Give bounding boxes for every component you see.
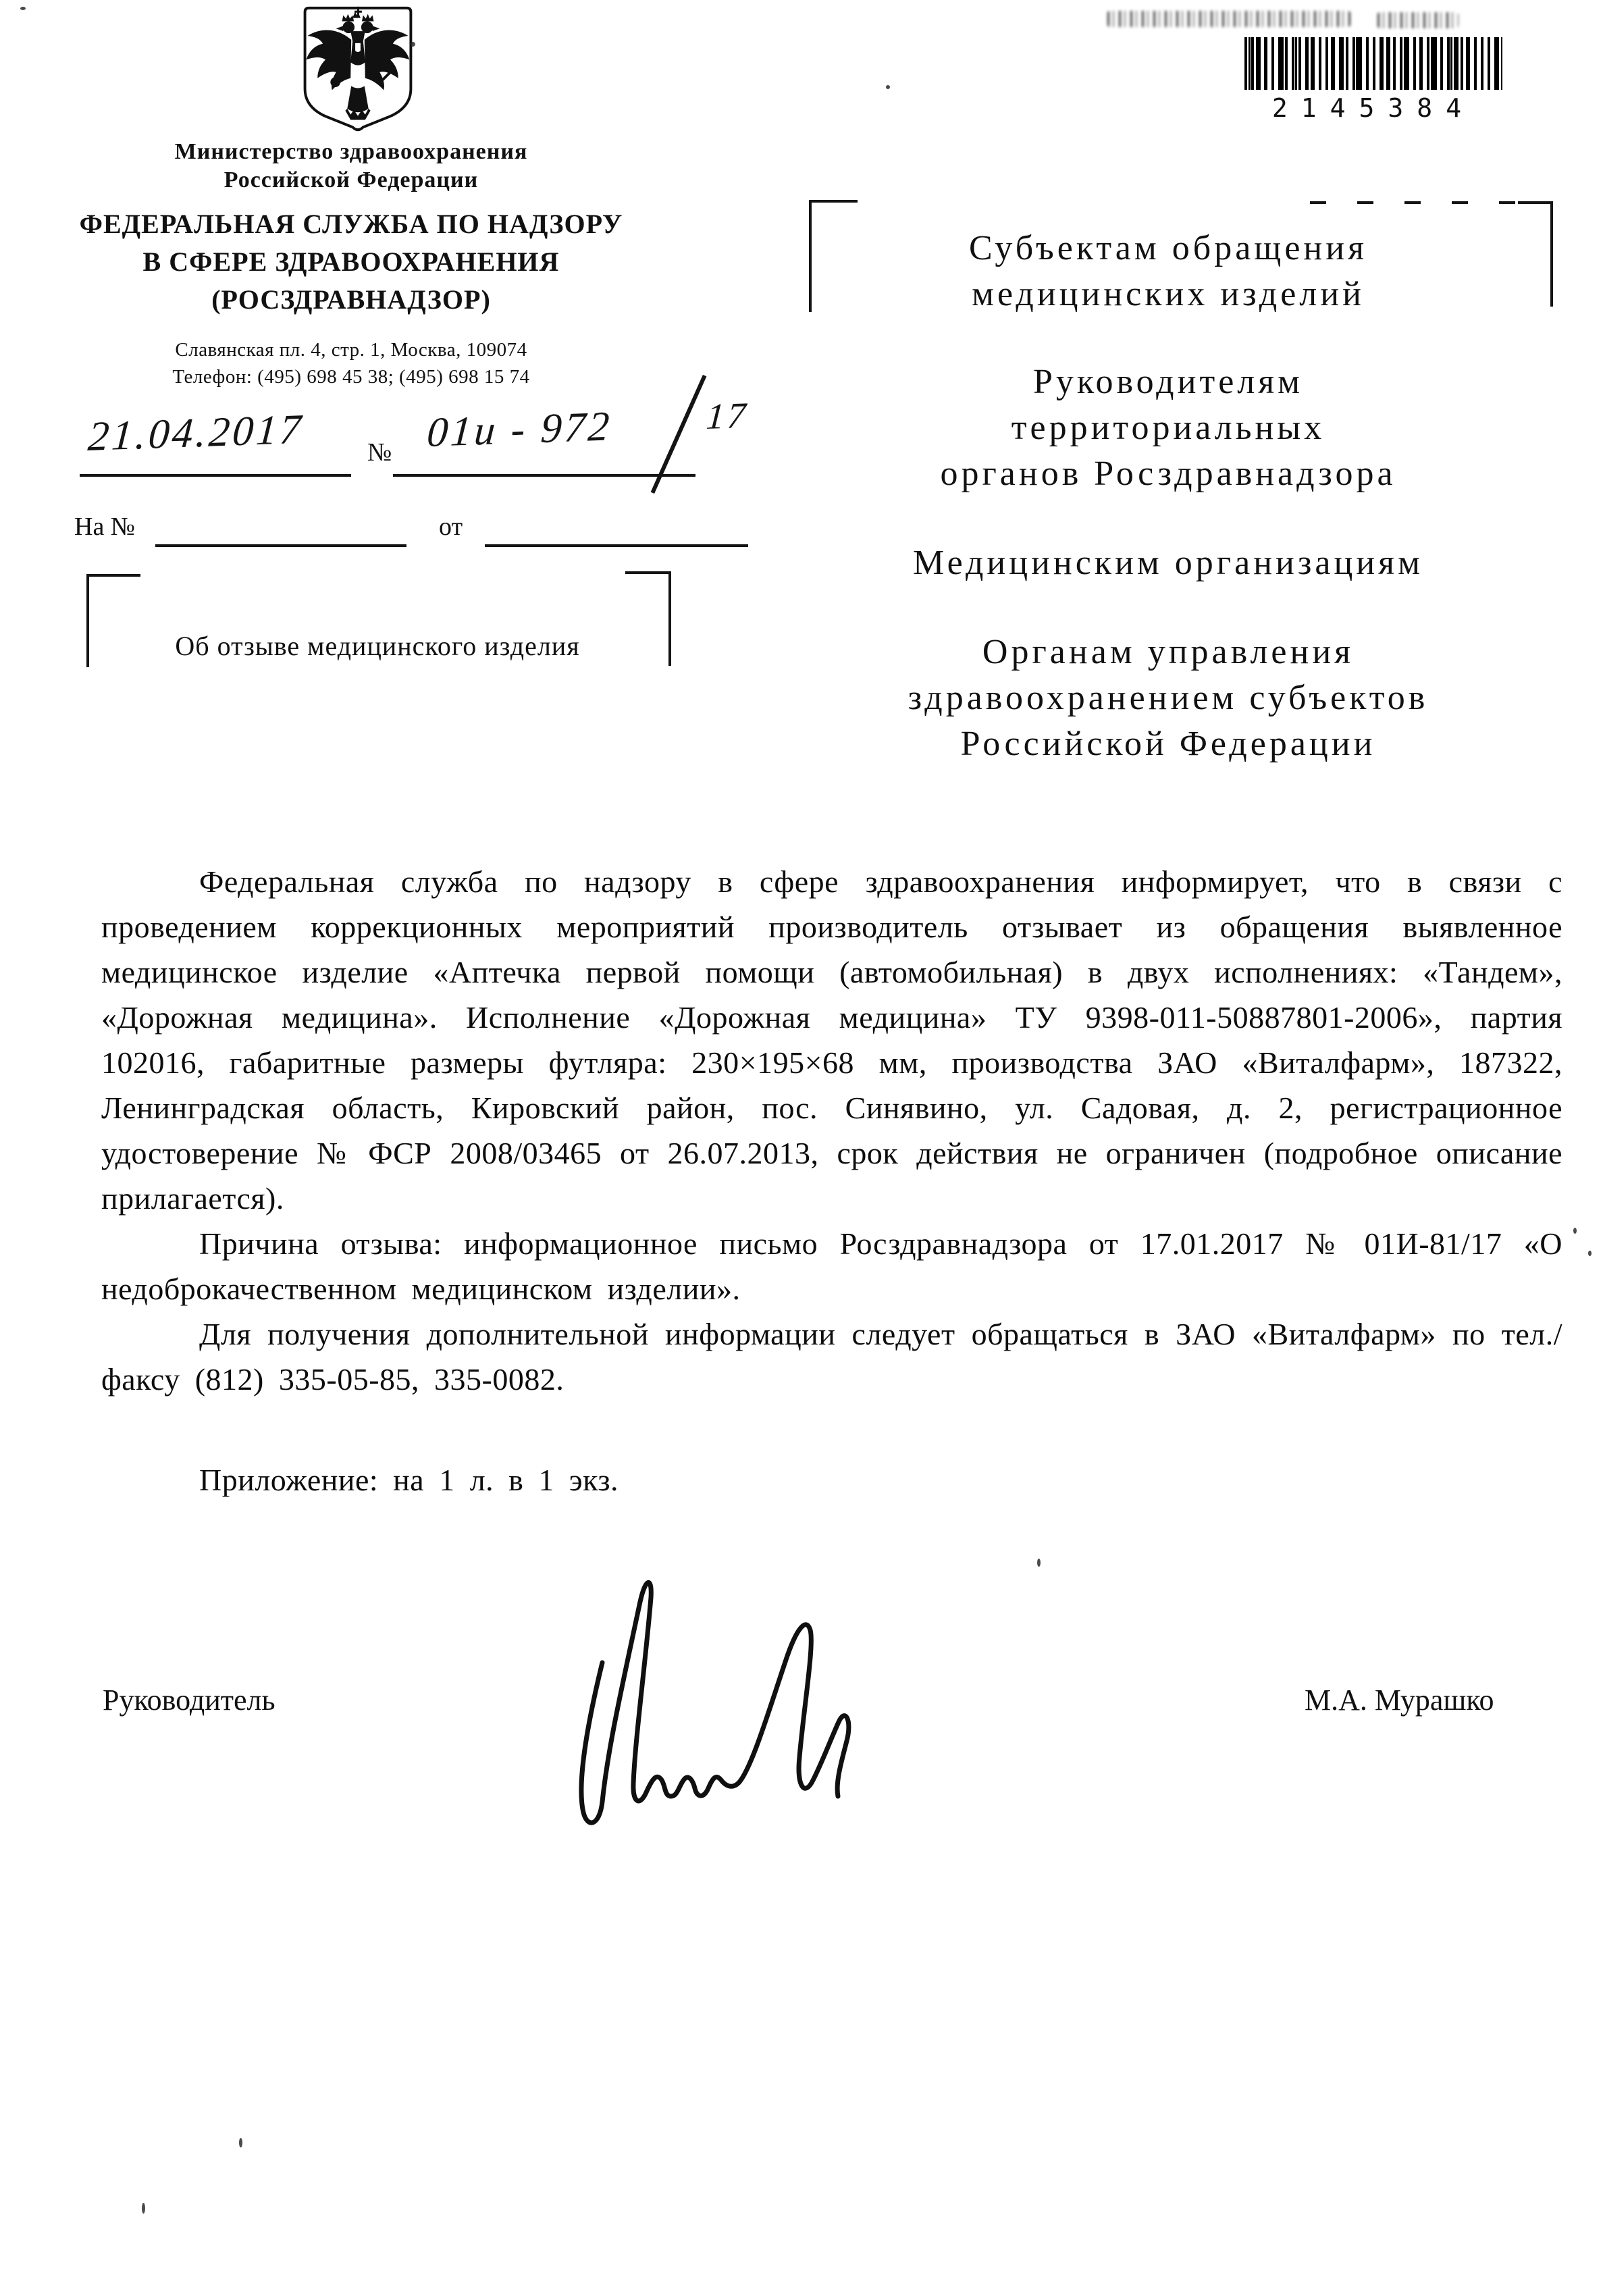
reply-to-label: На № (74, 513, 136, 541)
addressee-line: Руководителям (1032, 363, 1304, 401)
letterhead-phone: Телефон: (495) 698 45 38; (495) 698 15 74 (172, 366, 530, 388)
outgoing-number-suffix: 17 (705, 394, 750, 437)
body-paragraph-3: Для получения дополнительной информации следует обращаться в ЗАО «Виталфарм» по тел./факсу (812) 335-05-85, 335-0082. (101, 1317, 1562, 1397)
coat-of-arms-emblem (297, 4, 419, 136)
scan-speck (142, 2203, 145, 2214)
addressee-line: здравоохранением субъектов (908, 679, 1429, 717)
addressee-group-4 (871, 629, 1465, 767)
number-sign: № (367, 438, 392, 467)
ministry-name-line2: Российской Федерации (224, 167, 479, 192)
outgoing-number-handwritten: 01и - 972 (425, 403, 614, 456)
handwritten-signature (501, 1561, 947, 1858)
subject-corner-right-side (668, 571, 671, 666)
body-paragraph-2: Причина отзыва: информационное письмо Росздравнадзора от 17.01.2017 № 01И-81/17 «О недоброкачественном медицинском изделии». (101, 1226, 1562, 1306)
scan-speck (1037, 1559, 1041, 1567)
addressee-line: Российской Федерации (960, 725, 1376, 763)
signer-title: Руководитель (103, 1684, 275, 1717)
address-corner-left-top (809, 200, 858, 203)
addressee-line: органов Росздравнадзора (940, 454, 1396, 493)
scan-speck (1588, 1251, 1592, 1256)
scan-smudge-2 (1377, 12, 1459, 28)
body-paragraph-1: Федеральная служба по надзору в сфере здравоохранения информирует, что в связи с проведением коррекционных мероприятий производитель отзывает из обращения выявленное медицинское изделие «Аптечка первой помощи (автомобильная) в двух исполнениях: «Тандем», «Дорожная медицина». Исполнение «Дорожная медицина» ТУ 9398-011-50887801-2006», партия 102016, габаритные размеры футляра: 230×195×68 мм, производства ЗАО «Виталфарм», 187322, Ленинградская область, Кировский район, пос. Синявино, ул. Садовая, д. 2, регистрационное удостоверение № ФСР 2008/03465 от 26.07.2013, срок действия не ограничен (подробное описание прилагается). (101, 864, 1562, 1216)
address-corner-right-side (1550, 201, 1553, 307)
subject-line: Об отзыве медицинского изделия (175, 631, 580, 661)
addressee-line: Медицинским организациям (913, 544, 1423, 582)
scan-speck (411, 42, 415, 47)
addressee-group-3 (871, 540, 1465, 586)
service-name-line2: В СФЕРЕ ЗДРАВООХРАНЕНИЯ (142, 246, 560, 277)
ministry-name-line1: Министерство здравоохранения (174, 139, 528, 164)
number-underline (393, 474, 695, 477)
addressee-line: медицинских изделий (972, 275, 1365, 313)
reply-from-label: от (439, 513, 463, 541)
signer-name: М.А. Мурашко (1305, 1684, 1494, 1717)
scan-smudge-1 (1107, 11, 1350, 27)
barcode-number: 2145384 (1271, 93, 1475, 123)
outgoing-date-handwritten: 21.04.2017 (86, 406, 305, 460)
attachment-note: Приложение: на 1 л. в 1 экз. (199, 1463, 619, 1497)
addressee-line: территориальных (1011, 409, 1325, 447)
barcode (1244, 37, 1502, 90)
addressee-group-2 (871, 359, 1465, 497)
reply-number-underline (155, 544, 406, 547)
letter-body (101, 859, 1562, 1503)
service-name-line3: (РОСЗДРАВНАДЗОР) (211, 284, 491, 315)
subject-corner-right-top (625, 571, 671, 574)
date-underline (80, 474, 351, 477)
addressee-line: Субъектам обращения (969, 229, 1367, 267)
addressee-group-1 (871, 226, 1465, 317)
scan-speck (239, 2138, 242, 2147)
scan-speck (886, 85, 890, 89)
reply-date-underline (485, 544, 748, 547)
addressee-line: Органам управления (982, 633, 1355, 671)
address-corner-right-top (1518, 201, 1553, 204)
service-name-line1: ФЕДЕРАЛЬНАЯ СЛУЖБА ПО НАДЗОРУ (79, 209, 623, 239)
scan-speck (1573, 1228, 1577, 1234)
address-dashed-line (1310, 201, 1521, 204)
letterhead-address: Славянская пл. 4, стр. 1, Москва, 109074 (175, 339, 527, 361)
address-corner-left-side (809, 200, 812, 312)
subject-corner-left-top (86, 574, 140, 577)
scan-speck (20, 7, 26, 10)
double-headed-eagle-icon (307, 7, 410, 120)
